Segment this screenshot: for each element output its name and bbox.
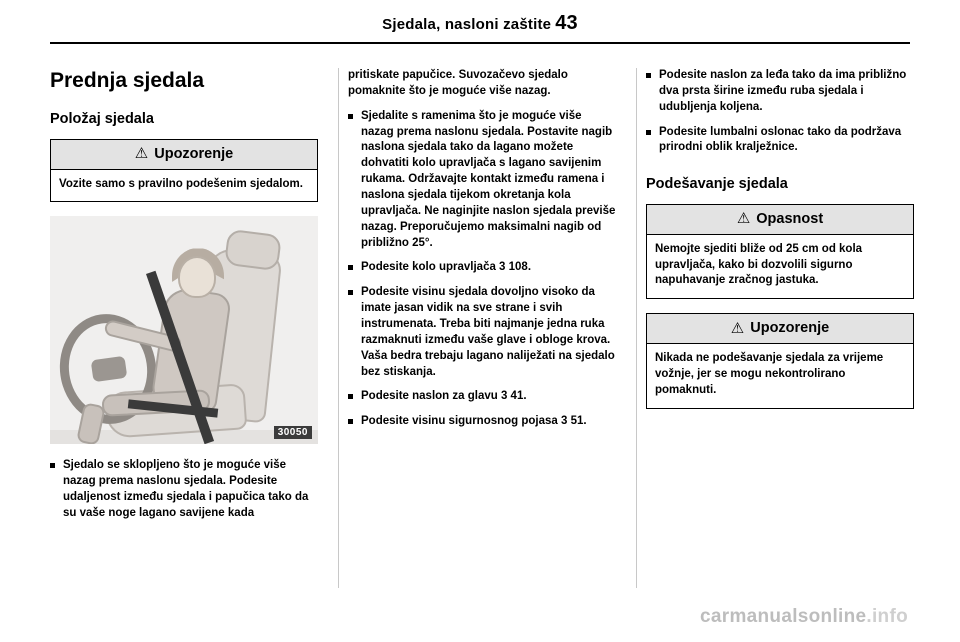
continued-paragraph: pritiskate papučice. Suvozačevo sjedalo pomaknite što je moguće više nazag.	[348, 69, 568, 97]
notice-title: Opasnost	[756, 210, 824, 227]
notice-header	[647, 314, 913, 344]
page-title: Sjedala, nasloni zaštite	[382, 16, 552, 33]
notice-header	[647, 205, 913, 235]
danger-triangle-icon: ⚠	[736, 210, 751, 228]
watermark-suffix: .info	[866, 606, 908, 627]
occupant-head-shape	[178, 256, 216, 298]
list-item: Podesite lumbalni oslonac tako da podržava prirodni oblik kralježnice.	[646, 125, 914, 157]
column-divider-2	[636, 68, 637, 588]
chapter-title: Prednja sjedala	[50, 69, 205, 92]
notice-body: Vozite samo s pravilno podešenim sjedalom.	[59, 177, 303, 190]
list-item: Podesite naslon za leđa tako da ima približno dva prsta širine između ruba sjedala i udubljenja koljena.	[646, 68, 914, 116]
warning-notice-box	[50, 139, 318, 203]
warning-notice-box-2	[646, 313, 914, 409]
column-1	[50, 68, 318, 531]
list-item: Podesite naslon za glavu 3 41.	[348, 389, 616, 405]
section-title-seat-adjustment: Podešavanje sjedala	[646, 176, 788, 193]
list-item: Sjedalite s ramenima što je moguće više nazag prema naslonu sjedala. Postavite nagib naslona sjedala tako da lagano možete dohvatiti kolo upravljača s lagano savijenim rukama. Održavajte kontakt između ramena i naslona sjedala tijekom okretanja kola upravljača. Ne naginjite naslon sjedala previše nazag. Preporučujemo maksimalni nagib od približno 25°.	[348, 109, 616, 252]
page-header	[50, 12, 910, 44]
seat-position-bullet-list	[50, 458, 318, 521]
watermark	[700, 606, 908, 628]
column-2	[348, 68, 616, 439]
notice-header	[51, 140, 317, 170]
watermark-main: carmanualsonline	[700, 606, 867, 627]
warning-triangle-icon: ⚠	[134, 145, 149, 163]
list-item: Sjedalo se sklopljeno što je moguće više nazag prema naslonu sjedala. Podesite udaljenost između sjedala i papučica tako da su vaše noge lagano savijene kada	[50, 458, 318, 521]
notice-title: Upozorenje	[750, 320, 830, 337]
notice-title: Upozorenje	[154, 145, 234, 162]
notice-body: Nemojte sjediti bliže od 25 cm od kola upravljača, kako bi dozvolili sigurno napuhavanje zračnog jastuka.	[655, 242, 863, 287]
seat-position-illustration	[50, 216, 318, 444]
section-title-seat-position: Položaj sjedala	[50, 111, 154, 128]
lumbar-bullet-list	[646, 68, 914, 156]
figure-caption: 30050	[274, 426, 312, 439]
list-item: Podesite visinu sjedala dovoljno visoko da imate jasan vidik na sve strane i svih instrumenata. Treba biti najmanje jedna ruka razmaknuti između vaše glave i obloge krova. Vaša bedra trebaju lagano naliježati na sjedalo bez stiskanja.	[348, 285, 616, 380]
column-divider-1	[338, 68, 339, 588]
column-3	[646, 68, 914, 423]
seat-adjust-bullet-list	[348, 109, 616, 430]
warning-triangle-icon: ⚠	[730, 319, 745, 337]
page-number: 43	[555, 12, 578, 34]
list-item: Podesite visinu sigurnosnog pojasa 3 51.	[348, 414, 616, 430]
danger-notice-box	[646, 204, 914, 300]
notice-body: Nikada ne podešavanje sjedala za vrijeme vožnje, jer se mogu nekontrolirano pomaknuti.	[655, 352, 884, 396]
list-item: Podesite kolo upravljača 3 108.	[348, 260, 616, 276]
